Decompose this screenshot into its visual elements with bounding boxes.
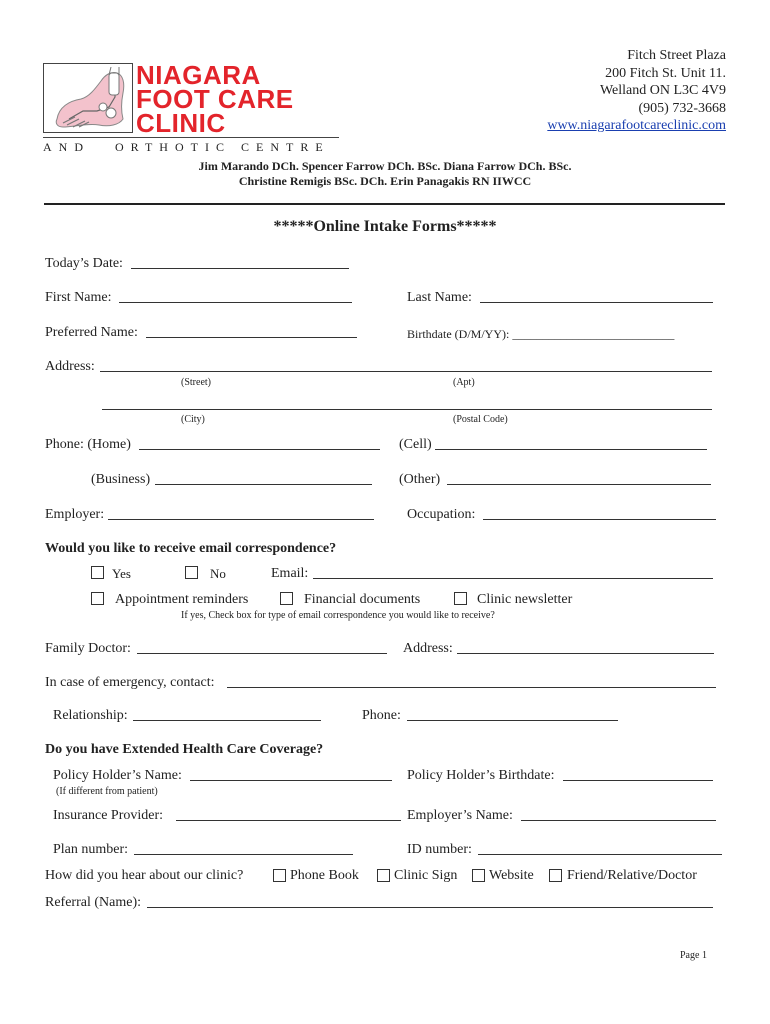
family-doctor-field[interactable] [137,653,387,654]
logo-line1: NIAGARA [136,60,261,90]
friend-label: Friend/Relative/Doctor [567,868,697,883]
email-yes-label: Yes [112,566,131,581]
website-label: Website [489,868,534,883]
postal-caption: (Postal Code) [453,414,508,425]
hear-about-label: How did you hear about our clinic? [45,868,244,883]
street-caption: (Street) [181,377,211,388]
clinic-logo [43,60,343,155]
staff-line2: Christine Remigis BSc. DCh. Erin Panagakis RN IIWCC [238,174,532,188]
email-no-checkbox[interactable] [185,566,198,579]
doctor-address-label: Address: [403,641,453,656]
logo-line2: FOOT CARE [136,84,294,114]
phone-home-label: Phone: (Home) [45,437,131,452]
todays-date-label: Today’s Date: [45,256,123,271]
clinic-phone: (905) 732-3668 [638,100,726,116]
policy-holder-name-field[interactable] [190,780,392,781]
city-caption: (City) [181,414,205,425]
coverage-question: Do you have Extended Health Care Coverage? [45,742,324,757]
first-name-label: First Name: [45,290,112,305]
business-label: (Business) [91,472,151,487]
policy-holder-name-label: Policy Holder’s Name: [53,768,182,783]
address-label: Address: [45,359,95,374]
appointment-reminders-checkbox[interactable] [91,592,104,605]
logo-tagline-and: AND [43,140,90,154]
logo-line3: CLINIC [136,108,226,138]
other-label: (Other) [399,472,441,487]
staff-list [0,159,770,189]
last-name-label: Last Name: [407,290,472,305]
employer-field[interactable] [108,519,374,520]
employer-label: Employer: [45,507,105,522]
clinic-address [547,47,726,135]
plan-number-field[interactable] [134,854,353,855]
appointment-reminders-label: Appointment reminders [115,592,249,607]
referral-field[interactable] [147,907,713,908]
address-line1: Fitch Street Plaza [627,48,726,63]
birthdate-label: Birthdate (D/M/YY): ___________________________ [407,327,675,341]
policy-holder-birthdate-label: Policy Holder’s Birthdate: [407,768,555,783]
address-line2: 200 Fitch St. Unit 11. [605,65,726,81]
first-name-field[interactable] [119,302,352,303]
city-postal-field[interactable] [102,409,712,410]
if-different-caption: (If different from patient) [56,786,158,797]
logo-rule [43,137,339,138]
website-checkbox[interactable] [472,869,485,882]
doctor-address-field[interactable] [457,653,714,654]
insurance-provider-label: Insurance Provider: [53,808,164,823]
insurance-provider-field[interactable] [176,820,401,821]
phone-book-label: Phone Book [290,868,359,883]
email-no-label: No [210,566,226,581]
email-note: If yes, Check box for type of email correspondence you would like to receive? [181,610,495,621]
policy-holder-birthdate-field[interactable] [563,780,713,781]
email-label: Email: [271,566,309,581]
preferred-name-field[interactable] [146,337,357,338]
business-field[interactable] [155,484,372,485]
phone-home-field[interactable] [139,449,380,450]
website-link[interactable]: www.niagarafootcareclinic.com [547,118,726,133]
financial-documents-checkbox[interactable] [280,592,293,605]
financial-documents-label: Financial documents [304,592,421,607]
header-divider [44,203,725,205]
employers-name-label: Employer’s Name: [407,808,513,823]
phone-book-checkbox[interactable] [273,869,286,882]
other-field[interactable] [447,484,711,485]
employers-name-field[interactable] [521,820,716,821]
relationship-label: Relationship: [53,708,128,723]
todays-date-field[interactable] [131,268,349,269]
last-name-field[interactable] [480,302,713,303]
plan-number-label: Plan number: [53,842,129,857]
id-number-field[interactable] [478,854,722,855]
preferred-name-label: Preferred Name: [45,325,138,340]
friend-checkbox[interactable] [549,869,562,882]
clinic-sign-label: Clinic Sign [394,868,458,883]
apt-caption: (Apt) [453,377,475,388]
street-field[interactable] [100,371,712,372]
referral-label: Referral (Name): [45,895,141,910]
staff-line1: Jim Marando DCh. Spencer Farrow DCh. BSc. Diana Farrow DCh. BSc. [198,159,572,173]
occupation-label: Occupation: [407,507,476,522]
emergency-contact-field[interactable] [227,687,716,688]
email-field[interactable] [313,578,713,579]
family-doctor-label: Family Doctor: [45,641,131,656]
clinic-sign-checkbox[interactable] [377,869,390,882]
occupation-field[interactable] [483,519,716,520]
clinic-newsletter-checkbox[interactable] [454,592,467,605]
cell-field[interactable] [435,449,707,450]
clinic-newsletter-label: Clinic newsletter [477,592,573,607]
logo-tagline-centre: CENTRE [241,140,330,154]
cell-label: (Cell) [399,437,432,452]
emergency-phone-label: Phone: [362,708,401,723]
email-yes-checkbox[interactable] [91,566,104,579]
emergency-phone-field[interactable] [407,720,618,721]
logo-tagline-orthotic: ORTHOTIC [115,140,231,154]
relationship-field[interactable] [133,720,321,721]
address-line3: Welland ON L3C 4V9 [599,83,726,98]
email-question: Would you like to receive email correspondence? [45,541,337,556]
emergency-contact-label: In case of emergency, contact: [45,675,215,690]
foot-skeleton-icon [49,67,135,131]
form-title: *****Online Intake Forms***** [273,218,497,235]
id-number-label: ID number: [407,842,472,857]
page-number: Page 1 [680,950,707,961]
